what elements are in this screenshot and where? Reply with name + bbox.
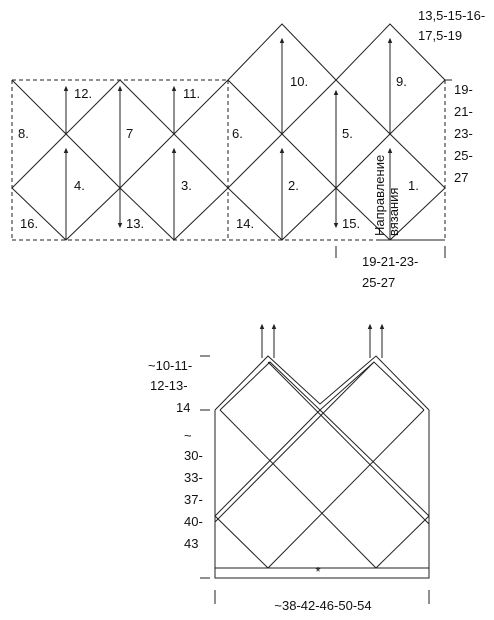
bottom-width-label: ~38-42-46-50-54 <box>274 598 372 613</box>
center-mark: * <box>315 564 321 579</box>
body-height-line-1: ~ <box>184 428 192 443</box>
piece-label-6: 6. <box>232 126 243 141</box>
piece-label-5: 5. <box>342 126 353 141</box>
body-height-line-3: 33- <box>184 470 203 485</box>
bottom-diagram <box>200 326 429 604</box>
body-height-line-4: 37- <box>184 492 203 507</box>
shoulder-height-line-2: 12-13- <box>150 378 188 393</box>
piece-label-9: 9. <box>396 74 407 89</box>
piece-label-10: 10. <box>290 74 309 89</box>
right-height-dimension <box>454 82 473 185</box>
body-height-line-5: 40- <box>184 514 203 529</box>
right-height-line-5: 27 <box>454 170 469 185</box>
bottom-width-line-2: 25-27 <box>362 275 396 290</box>
right-height-line-2: 21- <box>454 104 473 119</box>
piece-label-15: 15. <box>342 216 361 231</box>
bottom-width-line-1: 19-21-23- <box>362 254 419 269</box>
piece-label-4: 4. <box>74 178 85 193</box>
piece-label-13: 13. <box>126 216 145 231</box>
body-height-dimension <box>184 428 203 551</box>
right-height-line-1: 19- <box>454 82 473 97</box>
piece-labels <box>18 74 419 231</box>
bottom-band <box>215 568 429 578</box>
knitting-direction-label <box>372 155 401 236</box>
piece-label-16: 16. <box>20 216 39 231</box>
right-height-line-4: 25- <box>454 148 473 163</box>
direction-label-line-2: вязания <box>386 187 401 236</box>
top-right-size-line-2: 17,5-19 <box>418 28 463 43</box>
piece-label-1: 1. <box>408 178 419 193</box>
body-height-line-6: 43 <box>184 536 199 551</box>
piece-label-3: 3. <box>181 178 192 193</box>
top-right-size <box>418 8 485 43</box>
piece-label-7: 7 <box>126 126 134 141</box>
direction-label-line-1: Направление <box>372 154 387 236</box>
body-height-line-2: 30- <box>184 448 203 463</box>
piece-label-12: 12. <box>74 86 93 101</box>
piece-label-2: 2. <box>288 178 299 193</box>
piece-label-14: 14. <box>236 216 255 231</box>
piece-label-8: 8. <box>18 126 29 141</box>
right-height-line-3: 23- <box>454 126 473 141</box>
shoulder-height-line-1: ~10-11- <box>148 358 193 373</box>
shoulder-height-dimension <box>148 358 192 415</box>
outer-contour <box>215 356 429 410</box>
bottom-width-dimension <box>362 254 418 290</box>
shoulder-height-line-3: 14 <box>176 400 191 415</box>
top-right-size-line-1: 13,5-15-16- <box>418 8 486 23</box>
bottom-grid <box>215 362 429 568</box>
piece-label-11: 11. <box>183 86 201 101</box>
